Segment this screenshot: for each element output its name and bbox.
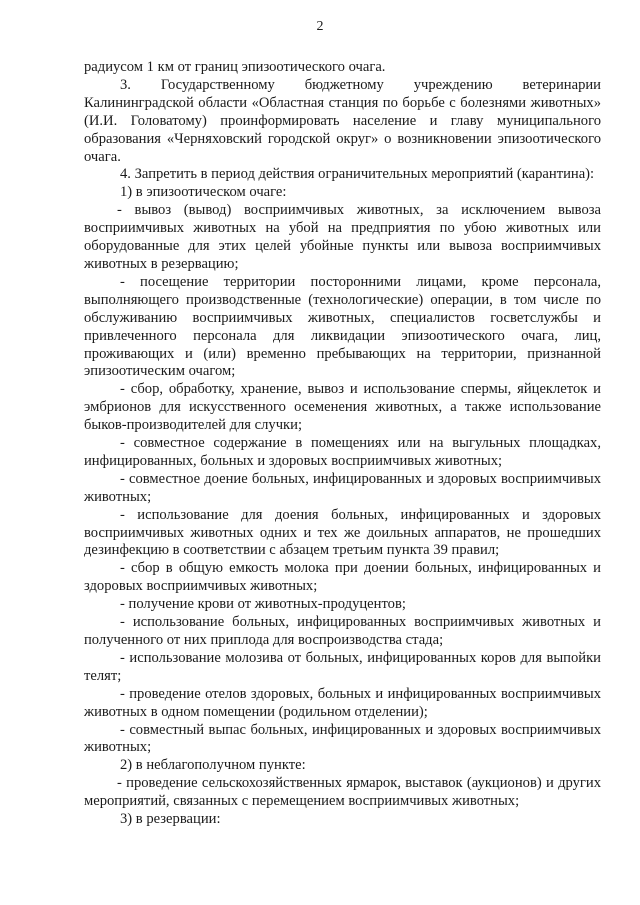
paragraph: - совместное доение больных, инфицированных и здоровых восприимчивых животных; [84, 470, 601, 505]
paragraph: 3) в резервации: [120, 811, 221, 828]
paragraph: - совместное содержание в помещениях или на выгульных площадках, инфицированных, больных и здоровых восприимчивых животных; [84, 435, 601, 469]
paragraph: - использование молозива от больных, инфицированных коров для выпойки телят; [84, 649, 601, 684]
paragraph: 1) в эпизоотическом очаге: [120, 184, 287, 201]
paragraph: - использование для доения больных, инфицированных и здоровых восприимчивых животных одних и тех же доильных аппаратов, не прошедших дезинфекцию в соответствии с абзацем третьим пункта 39 правил; [84, 506, 601, 559]
paragraph: - вывоз (вывод) восприимчивых животных, за исключением вывоза восприимчивых животных на убой на предприятия по убою животных или оборудованные для этих целей убойные пункты или вывоза восприимчивых животных в резервацию; [84, 202, 601, 272]
paragraph: - сбор в общую емкость молока при доении больных, инфицированных и здоровых восприимчивых животных; [84, 560, 601, 595]
paragraph: - посещение территории посторонними лицами, кроме персонала, выполняющего производственные (технологические) операции, в том числе по обслуживанию восприимчивых животных, специалистов госветслужбы и привлеченного персонала для ликвидации эпизоотического очага, лиц, проживающих и (или) временно пребывающих на территории, признанной эпизоотическим очагом; [84, 273, 601, 380]
page-number: 2 [316, 19, 324, 34]
paragraph: - совместный выпас больных, инфицированных и здоровых восприимчивых животных; [84, 721, 601, 756]
paragraph: - сбор, обработку, хранение, вывоз и использование спермы, яйцеклеток и эмбрионов для искусственного осеменения животных, а также использование быков-производителей для случки; [84, 381, 601, 434]
paragraph: радиусом 1 км от границ эпизоотического очага. [84, 59, 386, 75]
paragraph: 2) в неблагополучном пункте: [120, 757, 306, 774]
paragraph: - проведение сельскохозяйственных ярмарок, выставок (аукционов) и других мероприятий, связанных с перемещением восприимчивых животных; [84, 775, 601, 810]
paragraph: - проведение отелов здоровых, больных и инфицированных восприимчивых животных в одном помещении (родильном отделении); [84, 685, 601, 720]
paragraph: - получение крови от животных-продуцентов; [120, 596, 406, 613]
document-body [84, 59, 601, 829]
paragraph: 3. Государственному бюджетному учреждению ветеринарии Калининградской области «Областная станция по борьбе с болезнями животных» (И.И. Головатому) проинформировать население и главу муниципального образования «Черняховский городской округ» о возникновении эпизоотического очага. [84, 76, 601, 165]
paragraph: 4. Запретить в период действия ограничительных мероприятий (карантина): [120, 166, 595, 183]
paragraph: - использование больных, инфицированных восприимчивых животных и полученного от них приплода для воспроизводства стада; [84, 614, 601, 648]
